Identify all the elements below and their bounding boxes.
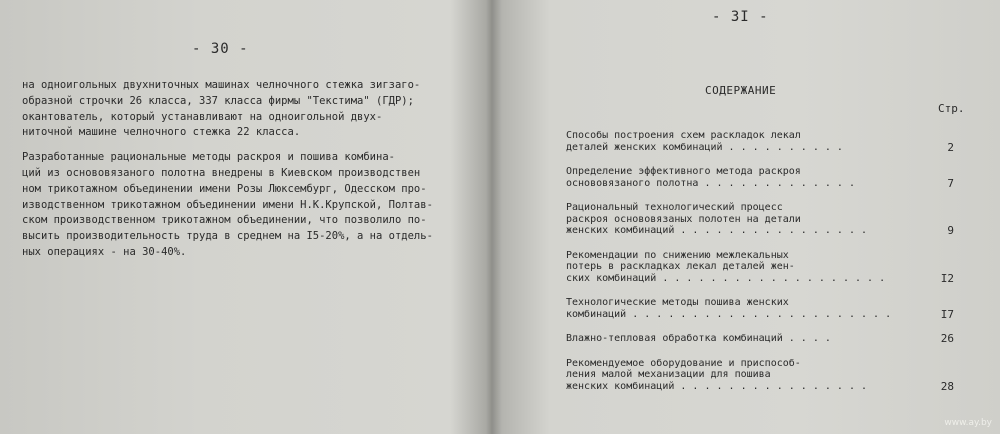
toc-entry <box>566 333 966 345</box>
text-line: Разработанные рациональные методы раскроя и пошива комбина- <box>22 151 395 164</box>
text-line: ском производственном трикотажном объединении, что позволило по- <box>22 214 427 227</box>
toc-title: СОДЕРЖАНИЕ <box>705 84 777 97</box>
toc-entry-page: I7 <box>940 307 954 321</box>
toc-entry <box>566 166 966 189</box>
text-line: ниточной машине челночного стежка 22 класса. <box>22 126 301 139</box>
toc-entry-line: Определение эффективного метода раскроя <box>566 166 801 177</box>
toc-entry-line: Рациональный технологический процесс <box>566 202 783 213</box>
text-line: окантователь, который устанавливают на одноигольной двух- <box>22 110 383 123</box>
toc-page-column-label: Стр. <box>938 102 965 115</box>
toc-entry-line: потерь в раскладках лекал деталей жен- <box>566 261 795 272</box>
toc-entry-line: деталей женских комбинаций . . . . . . . . . . <box>566 141 843 153</box>
toc-entry-line: основовязаного полотна . . . . . . . . . . . . . <box>566 177 855 189</box>
text-line: ном трикотажном объединении имени Розы Люксембург, Одесском про- <box>22 182 427 195</box>
toc-entry-line: Технологические методы пошива женских <box>566 297 789 308</box>
left-page-body <box>22 78 442 261</box>
toc-entry-line: женских комбинаций . . . . . . . . . . . . . . . . <box>566 225 868 236</box>
left-page <box>0 0 490 434</box>
text-line: на одноигольных двухниточных машинах челночного стежка зигзаго- <box>22 79 421 91</box>
table-of-contents <box>566 130 966 405</box>
toc-entry-line: Рекомендации по снижению межлекальных <box>566 249 789 261</box>
toc-entry-line: раскроя основовязаных полотен на детали <box>566 213 801 225</box>
watermark: www.ay.by <box>944 418 992 428</box>
text-line: изводственном трикотажном объединении имени Н.К.Крупской, Полтав- <box>22 198 433 211</box>
text-line: высить производительность труда в среднем на I5-20%, а на отдель- <box>22 230 433 243</box>
toc-entry-page: 7 <box>947 176 954 190</box>
text-line: ных операциях - на 30-40%. <box>22 245 187 258</box>
toc-entry-page: 28 <box>940 379 954 393</box>
toc-entry-page: 2 <box>947 140 954 154</box>
toc-entry <box>566 202 966 237</box>
text-line: образной строчки 26 класса, 337 класса фирмы "Текстима" (ГДР); <box>22 94 414 107</box>
toc-entry-page: 26 <box>940 332 954 345</box>
text-line: ций из основовязаного полотна внедрены в Киевском производствен <box>22 166 421 179</box>
toc-entry-line: комбинаций . . . . . . . . . . . . . . . . . . . . . . <box>566 308 892 320</box>
toc-entry-line: женских комбинаций . . . . . . . . . . . . . . . . <box>566 380 868 392</box>
toc-entry-line: ления малой механизации для пошива <box>566 369 771 380</box>
toc-entry <box>566 130 966 153</box>
right-page <box>500 0 1000 434</box>
toc-entry-line: Способы построения схем раскладок лекал <box>566 130 801 141</box>
toc-entry <box>566 297 966 320</box>
toc-entry <box>566 358 966 393</box>
toc-entry-line: ских комбинаций . . . . . . . . . . . . . . . . . . . <box>566 272 886 284</box>
toc-entry <box>566 250 966 285</box>
toc-entry-page: 9 <box>947 224 954 237</box>
toc-entry-line: Рекомендуемое оборудование и приспособ- <box>566 357 801 369</box>
paragraph-gap <box>22 141 442 150</box>
left-page-number: - 30 - <box>192 41 249 57</box>
toc-entry-page: I2 <box>940 271 954 285</box>
toc-entry-line: Влажно-тепловая обработка комбинаций . . . . <box>566 333 831 344</box>
right-page-number: - 3I - <box>712 9 769 25</box>
